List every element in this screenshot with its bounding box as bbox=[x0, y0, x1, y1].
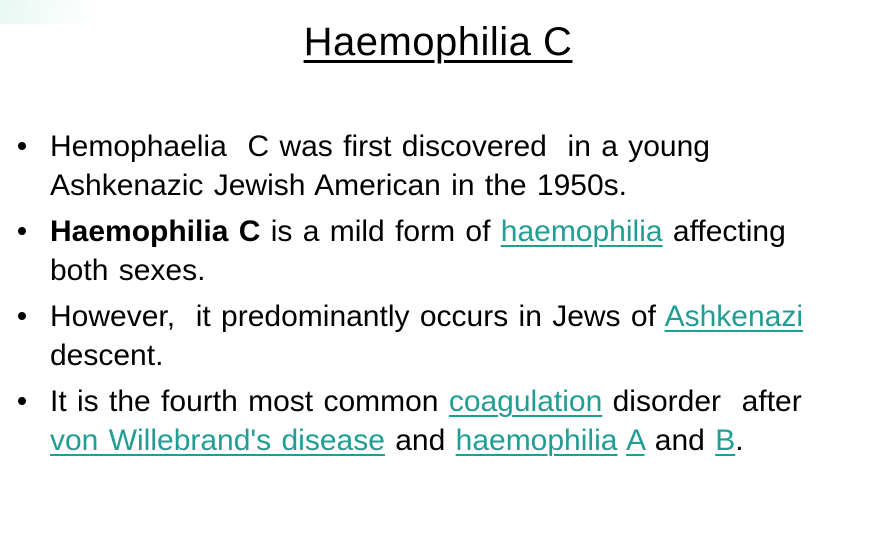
text-segment: disorder after bbox=[602, 385, 802, 418]
bullet-dot-icon bbox=[17, 127, 50, 166]
bullet-dot-icon bbox=[17, 382, 50, 421]
bold-text: Haemophilia C bbox=[50, 215, 261, 248]
bullet-line bbox=[50, 166, 710, 205]
bullet-line bbox=[50, 297, 803, 336]
bullet-line bbox=[50, 251, 786, 290]
bullet-line bbox=[50, 212, 786, 251]
text-segment bbox=[617, 424, 626, 457]
text-segment: and bbox=[644, 424, 716, 457]
slide-title-wrap bbox=[0, 18, 896, 66]
hyperlink[interactable]: haemophilia bbox=[455, 424, 618, 457]
bullet-item bbox=[17, 127, 862, 205]
bullet-line bbox=[50, 336, 803, 375]
text-segment: is a mild form of bbox=[260, 215, 501, 248]
bullet-dot-icon bbox=[17, 212, 50, 251]
bullet-line bbox=[50, 127, 710, 166]
hyperlink[interactable]: coagulation bbox=[448, 385, 603, 418]
text-segment: Hemophaelia C was first discovered in a young bbox=[50, 130, 710, 163]
hyperlink[interactable]: Ashkenazi bbox=[664, 300, 804, 333]
text-segment: and bbox=[384, 424, 456, 457]
hyperlink[interactable]: B bbox=[715, 424, 736, 457]
bullet-dot-icon bbox=[17, 297, 50, 336]
text-segment: It is the fourth most common bbox=[50, 385, 449, 418]
bullet-line bbox=[50, 421, 802, 460]
bullet-item bbox=[17, 212, 862, 290]
bullet-item bbox=[17, 382, 862, 460]
text-segment: both sexes. bbox=[50, 254, 206, 287]
bullet-list bbox=[17, 127, 862, 467]
text-segment: . bbox=[735, 424, 744, 457]
text-segment: affecting bbox=[662, 215, 786, 248]
text-segment: However, it predominantly occurs in Jews of bbox=[50, 300, 665, 333]
text-segment: Ashkenazic Jewish American in the 1950s. bbox=[50, 169, 627, 202]
hyperlink[interactable]: haemophilia bbox=[500, 215, 663, 248]
bullet-text bbox=[50, 297, 803, 375]
page-title: Haemophilia C bbox=[303, 20, 573, 64]
hyperlink[interactable]: von Willebrand's disease bbox=[50, 424, 385, 457]
bullet-text bbox=[50, 382, 802, 460]
text-segment: descent. bbox=[50, 339, 164, 372]
bullet-text bbox=[50, 127, 710, 205]
bullet-item bbox=[17, 297, 862, 375]
hyperlink[interactable]: A bbox=[626, 424, 645, 457]
bullet-text bbox=[50, 212, 786, 290]
bullet-line bbox=[50, 382, 802, 421]
